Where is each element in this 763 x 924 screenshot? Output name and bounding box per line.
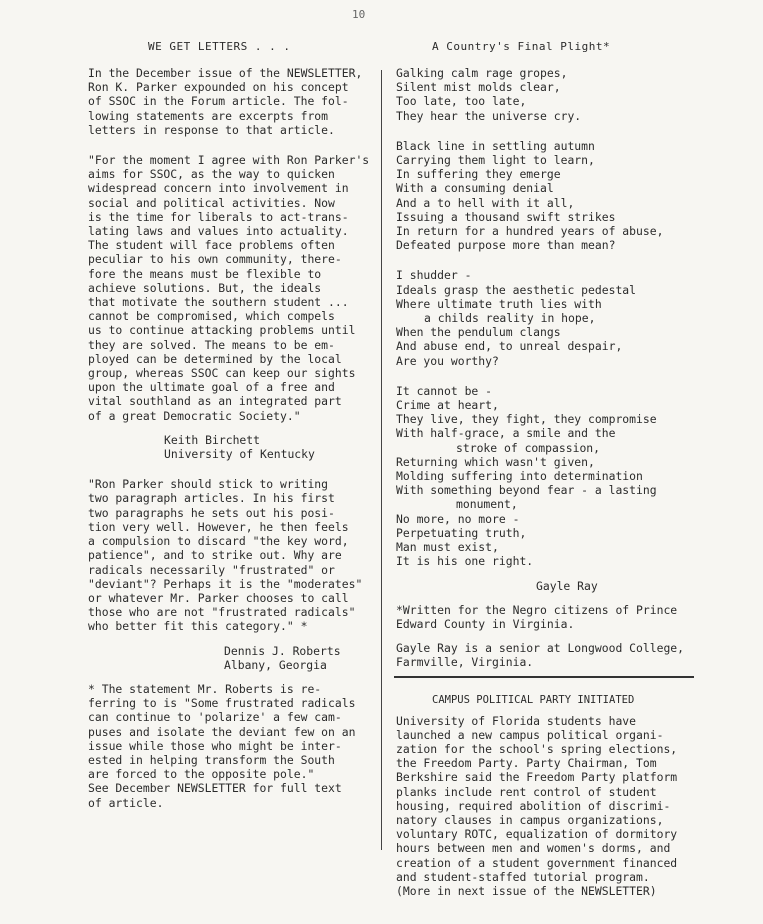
letters-column [88,40,378,810]
poem-stanza-4-end: No more, no more - Perpetuating truth, Man must exist, It is his one right. [396,511,534,569]
poem-stanza-4-indent: stroke of compassion, [456,440,601,455]
signature-roberts: Dennis J. Roberts Albany, Georgia [224,643,341,672]
article-headline: CAMPUS POLITICAL PARTY INITIATED [432,693,635,706]
letter-footnote: * The statement Mr. Roberts is re- ferring to is "Some frustrated radicals can continue to 'polarize' a few cam- puses and isolate the deviant few on an issue while those who might be inter- ested in helping transform the South are forced to the opposite pole." See December NEWSLETTER for full text of article. [88,681,356,810]
article-body: University of Florida students have launched a new campus political organi- zation for the school's spring elections, the Freedom Party. Party Chairman, Tom Berkshire said the Freedom Party platform planks include rent control of student housing, required abolition of discrimi- natory clauses in campus organizations, voluntary ROTC, equalization of dormitory hours between men and women's dorms, and creation of a student government financed and student-staffed tutorial program. (More in next issue of the NEWSLETTER) [396,713,678,898]
letter-roberts: "Ron Parker should stick to writing two paragraph articles. In his first two paragraphs he sets out his posi- tion very well. However, he then feels a compulsion to discard "the key word, patience", and to strike out. Why are radicals necessarily "frustrated" or "deviant"? Perhaps it is the "moderates" or whatever Mr. Parker chooses to call those who are not "frustrated radicals" who better fit this category." * [88,477,363,634]
letter-birchett: "For the moment I agree with Ron Parker's aims for SSOC, as the way to quicken widespread concern into involvement in social and political activities. Now is the time for liberals to act-trans- lating laws and values into actuality. The student will face problems often peculiar to his own community, there- fore the means must be flexible to achieve solutions. But, the ideals that motivate the southern student ... cannot be compromised, which compels us to continue attacking problems until they are solved. The means to be em- ployed can be determined by the local group, whereas SSOC can keep our sights upon the ultimate goal of a free and vital southland as an integrated part of a great Democratic Society." [88,153,370,423]
letters-heading: WE GET LETTERS . . . [148,40,291,53]
letters-intro: In the December issue of the NEWSLETTER, Ron K. Parker expounded on his concept of SSOC in the Forum article. The fol- lowing statements are excerpts from letters in response to that article. [88,66,363,137]
poem-stanza-2: Black line in settling autumn Carrying them light to learn, In suffering they emerge With a consuming denial And a to hell with it all, Issuing a thousand swift strikes In return for a hundred years of abuse, Defeated purpose more than mean? [396,138,664,253]
section-rule [394,676,694,678]
signature-birchett: Keith Birchett University of Kentucky [164,432,315,462]
column-divider [381,70,382,850]
poem-stanza-1: Galking calm rage gropes, Silent mist molds clear, Too late, too late, They hear the universe cry. [396,66,582,123]
author-bio: Gayle Ray is a senior at Longwood College, Farmville, Virginia. [396,641,685,670]
poem [396,66,696,569]
poem-stanza-4-mid: Returning which wasn't given, Molding suffering into determination With something beyond fear - a lasting [396,454,657,498]
poem-stanza-3-end: When the pendulum clangs And abuse end, to unreal despair, Are you worthy? [396,325,623,368]
poem-stanza-3: I shudder - Ideals grasp the aesthetic pedestal Where ultimate truth lies with [396,268,637,311]
poem-signature: Gayle Ray [536,578,598,593]
poem-stanza-4: It cannot be - Crime at heart, They live, they fight, they compromise With half-grace, a smile and the [396,383,657,441]
poem-column [396,40,696,898]
poem-stanza-4-indent-2: monument, [456,497,518,512]
poem-stanza-3-indent: a childs reality in hope, [424,311,596,326]
page-number: 10 [352,8,366,21]
poem-note: *Written for the Negro citizens of Prince Edward County in Virginia. [396,602,678,631]
poem-title: A Country's Final Plight* [432,40,611,53]
